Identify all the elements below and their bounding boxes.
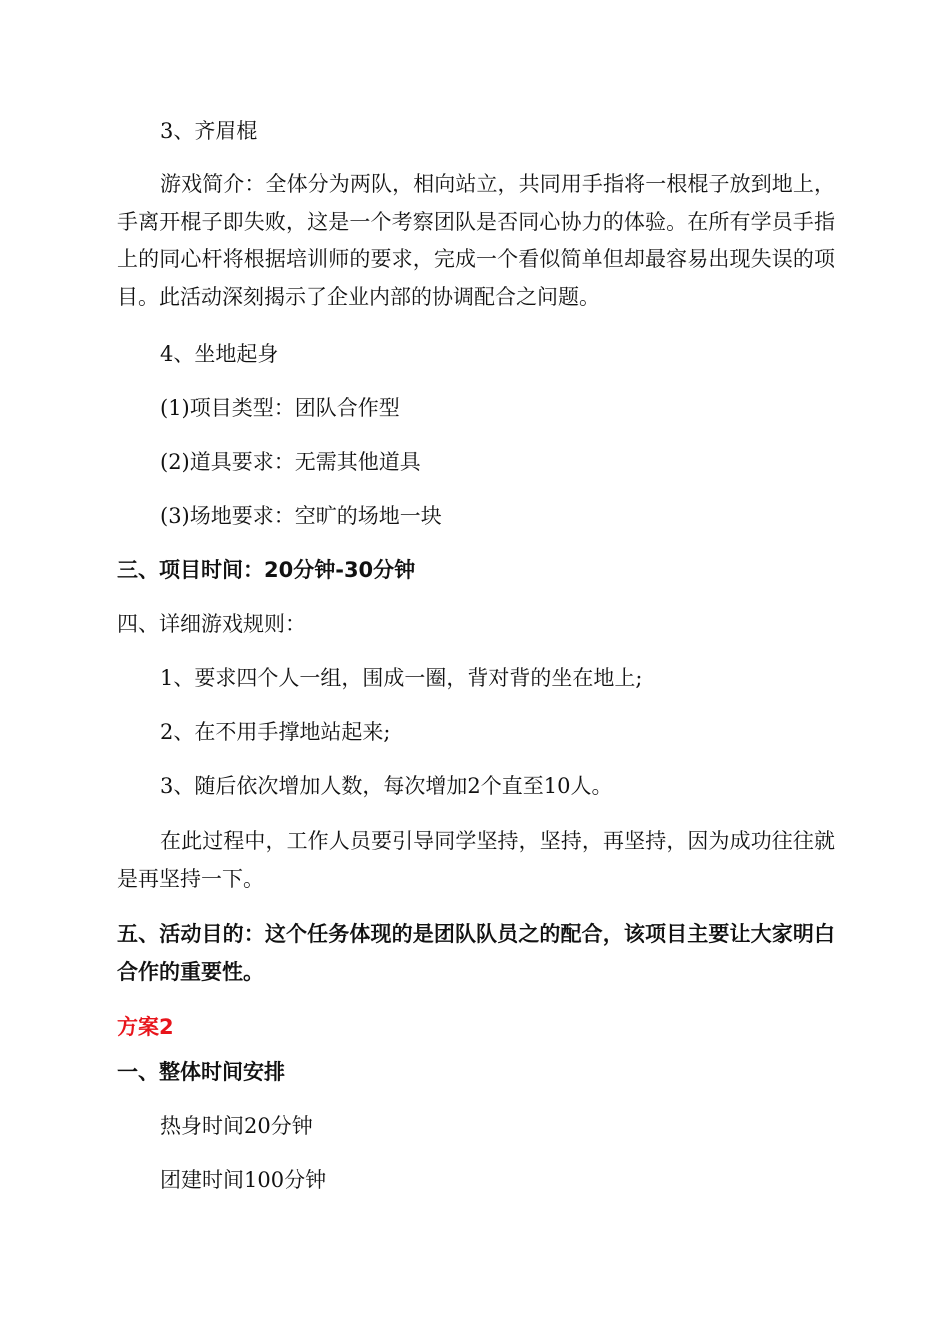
section-title-zuodiqishen: 4、坐地起身 (160, 342, 279, 366)
props-requirement-item: (2)道具要求：无需其他道具 (160, 450, 421, 474)
warmup-time-item: 热身时间20分钟 (160, 1114, 313, 1138)
venue-requirement-item: (3)场地要求：空旷的场地一块 (160, 504, 442, 528)
process-note-paragraph: 在此过程中，工作人员要引导同学坚持，坚持，再坚持，因为成功往往就是再坚持一下。 (117, 829, 835, 891)
heading-activity-purpose: 五、活动目的：这个任务体现的是团队队员之的配合，该项目主要让大家明白合作的重要性。 (117, 922, 835, 984)
teambuilding-time-item: 团建时间100分钟 (160, 1168, 327, 1192)
section-title-qimeigun: 3、齐眉棍 (160, 119, 258, 143)
rule-item-3: 3、随后依次增加人数，每次增加2个直至10人。 (160, 774, 613, 798)
project-type-item: (1)项目类型：团队合作型 (160, 396, 400, 420)
heading-game-rules: 四、详细游戏规则： (117, 612, 306, 636)
heading-project-time: 三、项目时间：20分钟-30分钟 (117, 558, 416, 582)
heading-overall-schedule: 一、整体时间安排 (117, 1060, 285, 1084)
game-intro-paragraph: 游戏简介：全体分为两队，相向站立，共同用手指将一根棍子放到地上，手离开棍子即失败，这是一个考察团队是否同心协力的体验。在所有学员手指上的同心杆将根据培训师的要求，完成一个看似简单但却最容易出现失误的项目。此活动深刻揭示了企业内部的协调配合之问题。 (117, 172, 835, 309)
rule-item-1: 1、要求四个人一组，围成一圈，背对背的坐在地上; (160, 666, 643, 690)
rule-item-2: 2、在不用手撑地站起来; (160, 720, 391, 744)
heading-plan-2: 方案2 (117, 1015, 174, 1039)
